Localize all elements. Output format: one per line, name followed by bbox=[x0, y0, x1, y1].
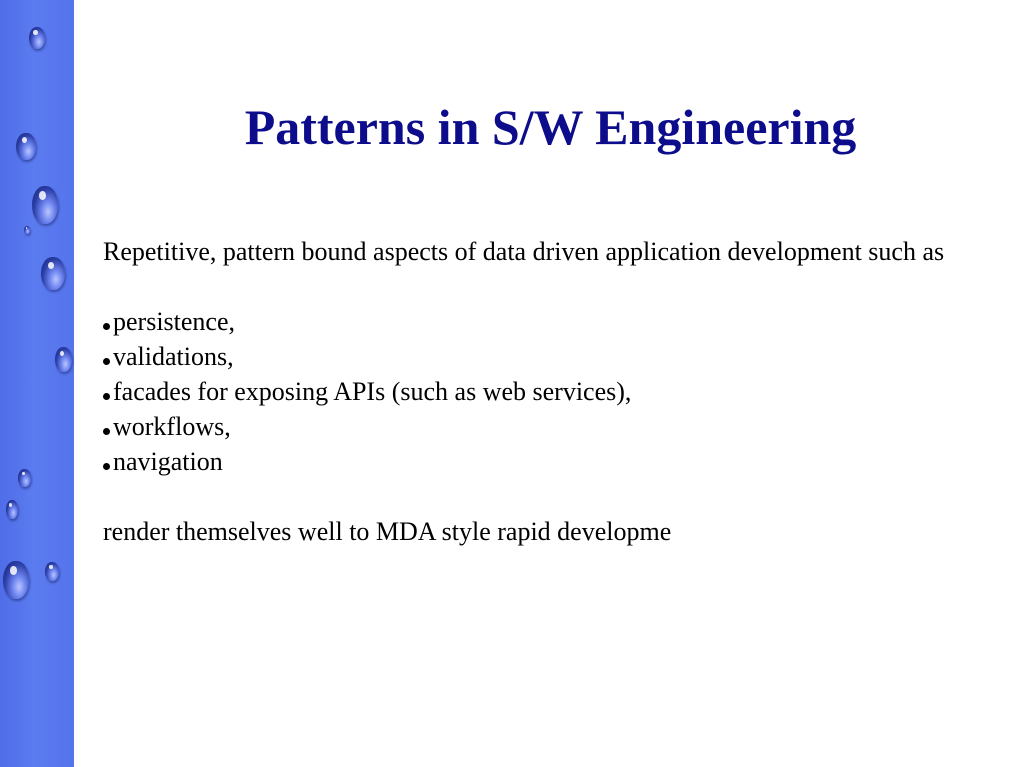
list-item bbox=[103, 339, 1018, 374]
water-droplet-icon bbox=[29, 27, 45, 49]
bullet-text: validations, bbox=[113, 342, 234, 371]
bullet-text: workflows, bbox=[113, 412, 231, 441]
bullet-text: facades for exposing APIs (such as web services), bbox=[113, 377, 632, 406]
bullet-icon bbox=[103, 358, 110, 365]
water-droplet-icon bbox=[3, 561, 29, 599]
list-item bbox=[103, 409, 1018, 444]
bullet-list bbox=[103, 304, 1018, 479]
water-droplet-icon bbox=[45, 562, 59, 581]
intro-paragraph: Repetitive, pattern bound aspects of data driven application development such as bbox=[103, 237, 945, 266]
water-droplet-icon bbox=[32, 186, 58, 224]
slide-body bbox=[103, 234, 1018, 549]
water-droplet-icon bbox=[18, 469, 31, 487]
bullet-text: persistence, bbox=[113, 307, 236, 336]
bullet-icon bbox=[103, 323, 110, 330]
bullet-icon bbox=[103, 428, 110, 435]
water-droplet-icon bbox=[6, 500, 18, 519]
water-droplet-icon bbox=[24, 226, 30, 234]
bullet-icon bbox=[103, 463, 110, 470]
list-item bbox=[103, 444, 1018, 479]
list-item bbox=[103, 304, 1018, 339]
bullet-text: navigation bbox=[113, 447, 223, 476]
decorative-sidebar bbox=[0, 0, 74, 767]
bullet-icon bbox=[103, 393, 110, 400]
conclusion-paragraph: render themselves well to MDA style rapid developme bbox=[103, 517, 672, 546]
water-droplet-icon bbox=[55, 347, 72, 372]
water-droplet-icon bbox=[16, 133, 36, 160]
list-item bbox=[103, 374, 1018, 409]
water-droplet-icon bbox=[41, 257, 65, 290]
slide-title: Patterns in S/W Engineering bbox=[244, 99, 857, 155]
